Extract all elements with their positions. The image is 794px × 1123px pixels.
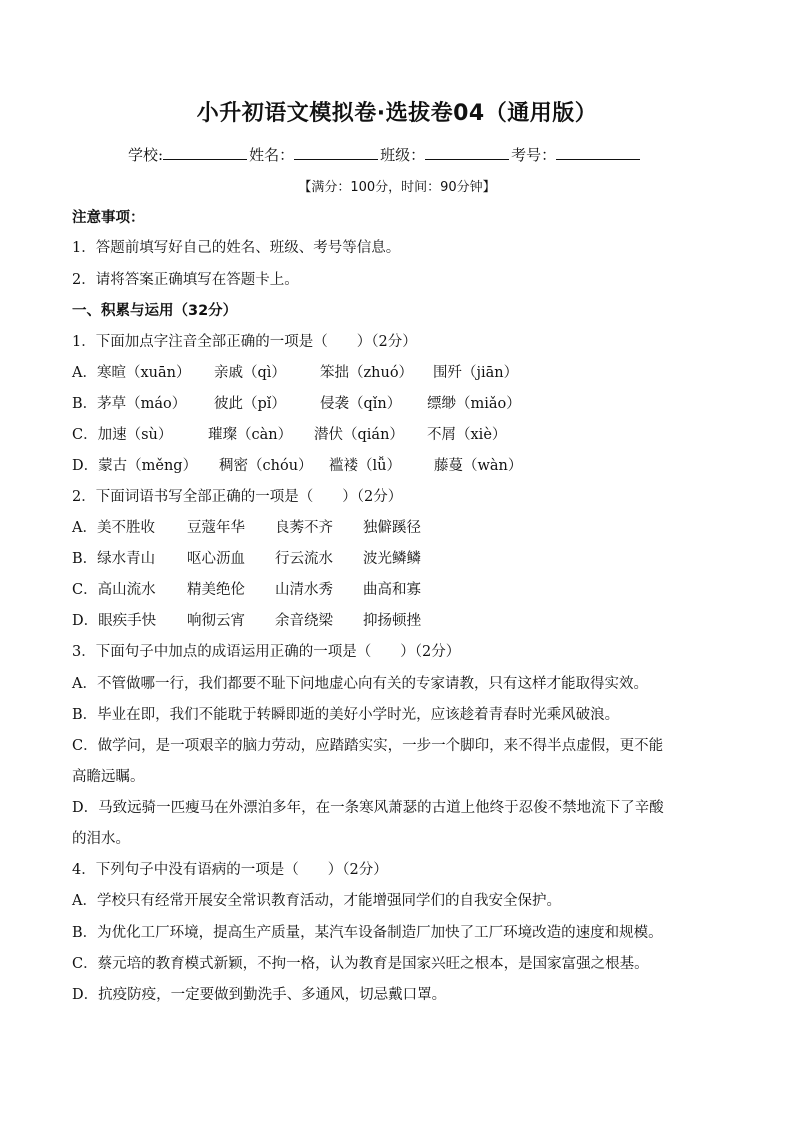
option-item: 豆蔻年华: [187, 520, 245, 536]
school-field[interactable]: [163, 144, 247, 160]
option-item: 精美绝伦: [187, 582, 245, 598]
option-text[interactable]: C．蔡元培的教育模式新颖，不拘一格，认为教育是国家兴旺之根本，是国家富强之根基。: [72, 956, 649, 972]
exam-no-label: 考号：: [511, 146, 557, 164]
option-item: C．加速（sù）: [72, 427, 173, 443]
exam-no-field[interactable]: [556, 144, 640, 160]
option-item: D．蒙古（měng）: [72, 458, 198, 474]
option-item: 侵袭（qǐn）: [320, 396, 402, 412]
option-text[interactable]: D．抗疫防疫，一定要做到勤洗手、多通风，切忌戴口罩。: [72, 987, 447, 1003]
option-item: 稠密（chóu）: [219, 458, 313, 474]
school-label: 学校:: [128, 146, 164, 164]
option-item: 行云流水: [275, 551, 333, 567]
option-text[interactable]: B．毕业在即，我们不能耽于转瞬即逝的美好小学时光，应该趁着青春时光乘风破浪。: [72, 707, 620, 723]
option-item: 独僻蹊径: [363, 520, 421, 536]
option-item: 呕心沥血: [187, 551, 245, 567]
option-row[interactable]: [72, 578, 421, 599]
option-row[interactable]: [72, 547, 421, 568]
option-item: B．茅草（máo）: [72, 396, 187, 412]
section-heading: 一、积累与运用（32分）: [72, 303, 238, 319]
option-row[interactable]: [72, 423, 506, 444]
option-item: 彼此（pǐ）: [214, 396, 286, 412]
option-row[interactable]: [72, 392, 521, 413]
score-time-line: 【满分：100分，时间：90分钟】: [298, 180, 496, 195]
option-item: B．绿水青山: [72, 551, 156, 567]
option-item: 余音绕梁: [275, 613, 333, 629]
notice-item: 1．答题前填写好自己的姓名、班级、考号等信息。: [72, 240, 401, 256]
option-text[interactable]: A．不管做哪一行，我们都要不耻下问地虚心向有关的专家请教，只有这样才能取得实效。: [72, 676, 648, 692]
option-row[interactable]: [72, 609, 421, 630]
page-title: 小升初语文模拟卷·选拔卷04（通用版）: [196, 101, 598, 126]
option-row[interactable]: [72, 516, 421, 537]
option-row[interactable]: [72, 361, 518, 382]
question-stem: 4．下列句子中没有语病的一项是（ ）（2分）: [72, 862, 388, 878]
option-text-continued: 高瞻远瞩。: [72, 769, 145, 785]
option-item: 曲高和寡: [363, 582, 421, 598]
option-item: D．眼疾手快: [72, 613, 157, 629]
student-info-row: [128, 144, 642, 165]
option-item: 缥缈（miǎo）: [427, 396, 521, 412]
option-item: 响彻云宵: [187, 613, 245, 629]
option-item: 褴褛（lǚ）: [329, 458, 401, 474]
option-text[interactable]: B．为优化工厂环境，提高生产质量，某汽车设备制造厂加快了工厂环境改造的速度和规模。: [72, 925, 663, 941]
option-text[interactable]: A．学校只有经常开展安全常识教育活动，才能增强同学们的自我安全保护。: [72, 893, 561, 909]
option-item: 潜伏（qián）: [314, 427, 404, 443]
question-stem: 1．下面加点字注音全部正确的一项是（ ）（2分）: [72, 334, 417, 350]
option-text[interactable]: C．做学问，是一项艰辛的脑力劳动，应踏踏实实，一步一个脚印，来不得半点虚假，更不能: [72, 738, 664, 754]
option-item: 波光鳞鳞: [363, 551, 421, 567]
option-item: 围歼（jiān）: [433, 365, 519, 381]
option-row[interactable]: [72, 454, 522, 475]
name-label: 姓名：: [249, 146, 295, 164]
option-item: C．高山流水: [72, 582, 156, 598]
option-item: 亲戚（qì）: [214, 365, 286, 381]
notice-heading: 注意事项：: [72, 210, 145, 226]
class-label: 班级：: [380, 146, 426, 164]
option-item: 笨拙（zhuó）: [320, 365, 414, 381]
option-item: 藤蔓（wàn）: [434, 458, 523, 474]
option-item: 璀璨（càn）: [208, 427, 293, 443]
option-item: 不屑（xiè）: [427, 427, 507, 443]
option-text-continued: 的泪水。: [72, 831, 130, 847]
option-item: 山清水秀: [275, 582, 333, 598]
option-text[interactable]: D．马致远骑一匹瘦马在外漂泊多年，在一条寒风萧瑟的古道上他终于忍俊不禁地流下了辛酸: [72, 800, 664, 816]
notice-item: 2．请将答案正确填写在答题卡上。: [72, 272, 299, 288]
question-stem: 2．下面词语书写全部正确的一项是（ ）（2分）: [72, 489, 403, 505]
option-item: 抑扬顿挫: [363, 613, 421, 629]
option-item: A．寒暄（xuān）: [72, 365, 191, 381]
class-field[interactable]: [425, 144, 509, 160]
name-field[interactable]: [294, 144, 378, 160]
question-stem: 3．下面句子中加点的成语运用正确的一项是（ ）（2分）: [72, 644, 461, 660]
option-item: A．美不胜收: [72, 520, 155, 536]
option-item: 良莠不齐: [275, 520, 333, 536]
